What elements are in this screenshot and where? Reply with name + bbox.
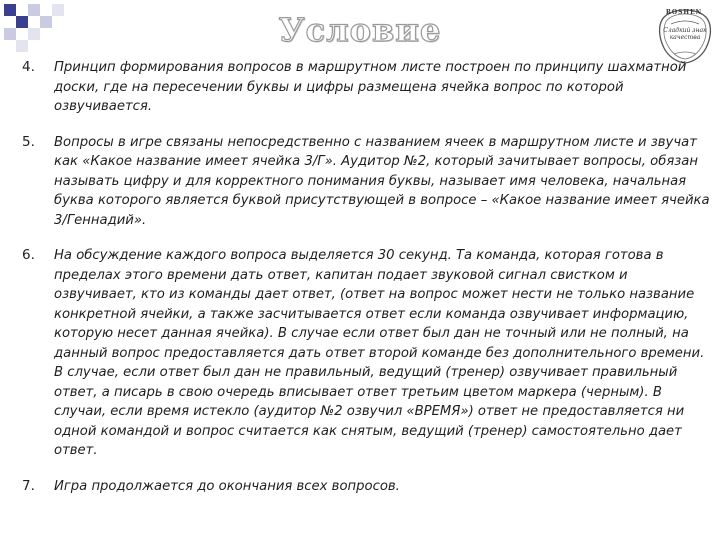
list-item xyxy=(22,246,710,461)
list-item xyxy=(22,58,710,117)
logo-tagline: Сладкий знак качества xyxy=(663,27,707,41)
list-item xyxy=(22,477,710,497)
list-item-number: 5. xyxy=(22,133,35,150)
logo-brand-name: ROSHEN xyxy=(665,9,703,16)
slide-title: Условие xyxy=(278,11,442,49)
list-item-number: 6. xyxy=(22,247,35,263)
list-item xyxy=(22,133,710,231)
conditions-list xyxy=(22,58,710,512)
list-item-text: На обсуждение каждого вопроса выделяется 30 секунд. Та команда, которая готова в пределах этого времени дать ответ, капитан подает звуковой сигнал свистком и озвучивает, кто из команды дает ответ, (ответ на вопрос может нести не только название конкретной ячейки, а также засчитывается ответ если команда озвучивает информацию, которую несет данная ячейка). В случае если ответ был дан не точный или не полный, на данный вопрос предоставляется дать ответ второй команде без дополнительного времени. В случае, если ответ был дан не правильный, ведущий (тренер) озвучивает правильный ответ, а писарь в свою очередь вписывает ответ третьим цветом маркера (черным). В случаи, если время истекло (аудитор №2 озвучил «ВРЕМЯ») ответ не предоставляется ни одной командой и вопрос считается как снятым, ведущий (тренер) самостоятельно дает ответ. xyxy=(54,248,705,458)
list-item-number: 7. xyxy=(22,477,35,494)
list-item-text: Вопросы в игре связаны непосредственно с названием ячеек в маршрутном листе и звучат как «Какое название имеет ячейка 3/Г». Аудитор №2, который зачитывает вопросы, обязан называть цифру и для корректного понимания буквы, называет имя человека, начальная буква которого является буквой присутствующей в вопросе – «Какое название имеет ячейка 3/Геннадий». xyxy=(54,134,710,228)
list-item-text: Принцип формирования вопросов в маршрутном листе построен по принципу шахматной доски, где на пересечении буквы и цифры размещена ячейка вопрос по которой озвучивается. xyxy=(54,60,687,114)
list-item-text: Игра продолжается до окончания всех вопросов. xyxy=(54,478,400,494)
list-item-number: 4. xyxy=(22,59,35,75)
